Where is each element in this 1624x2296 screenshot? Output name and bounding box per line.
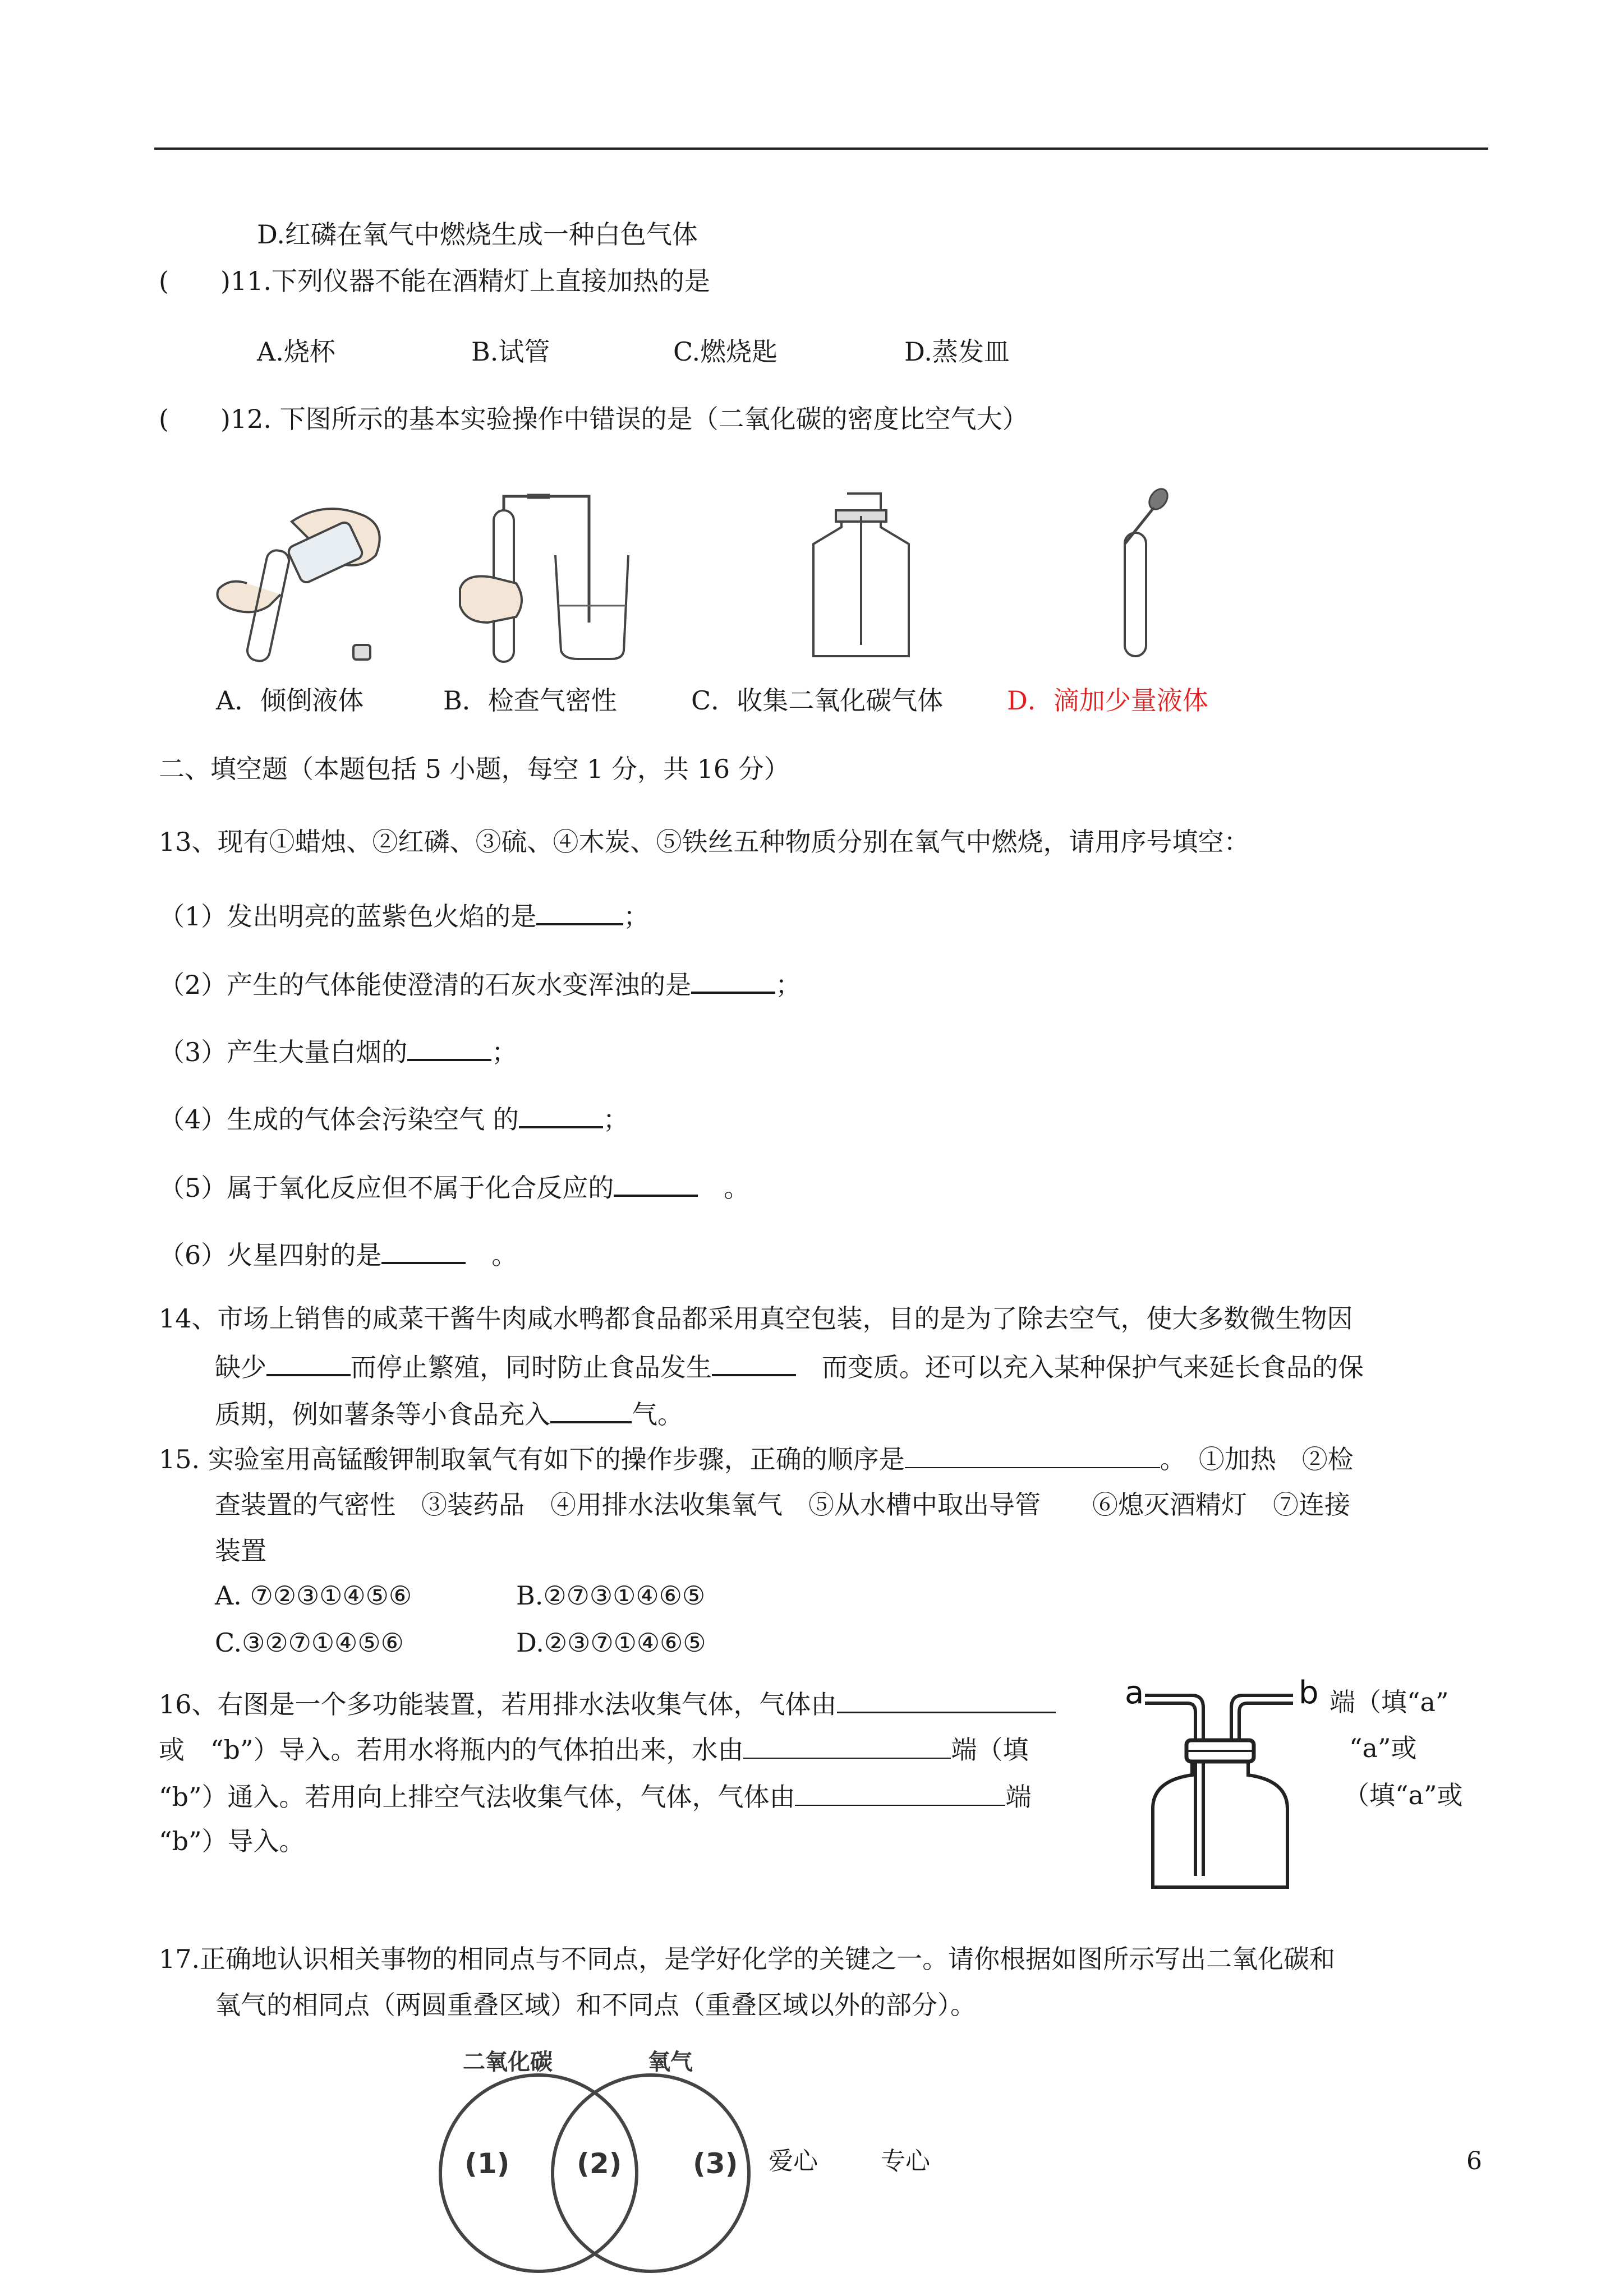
q15-line-2: 查装置的气密性 ③装药品 ④用排水法收集氧气 ⑤从水槽中取出导管 ⑥熄灭酒精灯 ⑦连接 (215, 1490, 1350, 1520)
q16-line-1: 16、右图是一个多功能装置，若用排水法收集气体，气体由 (159, 1689, 1056, 1717)
q12-stem: ( )12. 下图所示的基本实验操作中错误的是（二氧化碳的密度比空气大） (159, 404, 1028, 434)
q16-line-4: “b”）导入。 (159, 1826, 305, 1856)
venn-diagram (426, 2041, 774, 2288)
q16-line-2: 或 “b”）导入。若用水将瓶内的气体拍出来，水由 端（填 (159, 1735, 1029, 1765)
q11-option-a: A.烧杯 (257, 336, 335, 367)
header-rule (154, 147, 1488, 150)
q13-item-4: （4）生成的气体会污染空气 的 ； (159, 1104, 629, 1135)
page-number: 6 (1466, 2147, 1482, 2175)
q15-option-d: D.②③⑦①④⑥⑤ (516, 1628, 706, 1658)
q11-option-b: B.试管 (471, 336, 550, 367)
q12-option-b: B．检查气密性 (443, 685, 617, 716)
q16-line-3: “b”）通入。若用向上排空气法收集气体，气体，气体由 端 (159, 1782, 1032, 1812)
q14-line-2: 缺少 而停止繁殖，同时防止食品发生 而变质。还可以充入某种保护气来延长食品的保 (215, 1352, 1364, 1382)
venn-region-1: (1) (464, 2147, 510, 2180)
q13-item-1: （1）发出明亮的蓝紫色火焰的是 ； (159, 901, 650, 932)
label-b: b (1299, 1675, 1319, 1711)
multifunction-bottle-diagram (1125, 1674, 1319, 1904)
q13-stem: 13、现有①蜡烛、②红磷、③硫、④木炭、⑤铁丝五种物质分别在氧气中燃烧，请用序号填空： (159, 827, 1250, 857)
venn-region-3: (3) (693, 2147, 738, 2180)
q15-option-c: C.③②⑦①④⑤⑥ (215, 1628, 404, 1658)
q16-line-3-tail: （填“a”或 (1344, 1780, 1463, 1810)
q17-line-2: 氧气的相同点（两圆重叠区域）和不同点（重叠区域以外的部分）。 (215, 1990, 976, 2020)
venn-label-left: 二氧化碳 (463, 2049, 553, 2075)
q15-option-b: B.②⑦③①④⑥⑤ (516, 1580, 706, 1611)
q11-option-c: C.燃烧匙 (673, 336, 778, 367)
q12-option-a: A．倾倒液体 (216, 685, 364, 716)
q16-line-1-tail: 端（填“a” (1329, 1687, 1449, 1717)
q15-line-3: 装置 (215, 1536, 266, 1566)
footer-left: 爱心 (769, 2147, 818, 2175)
airtightness-check-illustration (454, 488, 640, 673)
gas-collection-bottle-illustration (802, 494, 920, 667)
q12-option-d: D．滴加少量液体 (1007, 685, 1208, 716)
pouring-liquid-illustration (208, 488, 398, 673)
q15-option-a: A. ⑦②③①④⑤⑥ (215, 1580, 412, 1611)
q13-item-6: （6）火星四射的是 。 (159, 1240, 518, 1270)
q13-item-3: （3）产生大量白烟的 ； (159, 1037, 518, 1067)
q13-item-5: （5）属于氧化反应但不属于化合反应的 。 (159, 1173, 750, 1203)
dropper-test-tube-illustration (1114, 488, 1175, 662)
q11-option-d: D.蒸发皿 (904, 336, 1010, 367)
q13-item-2: （2）产生的气体能使澄清的石灰水变浑浊的是 ； (159, 970, 802, 1000)
label-a: a (1125, 1675, 1144, 1711)
q12-option-c: C．收集二氧化碳气体 (691, 685, 944, 716)
q14-line-1: 14、市场上销售的咸菜干酱牛肉咸水鸭都食品都采用真空包装，目的是为了除去空气，使大多数微生物因 (159, 1303, 1353, 1334)
section-title: 二、填空题（本题包括 5 小题，每空 1 分，共 16 分） (159, 754, 790, 784)
venn-region-2: (2) (577, 2147, 622, 2180)
q10-option-d: D.红磷在氧气中燃烧生成一种白色气体 (257, 219, 698, 250)
q14-line-3: 质期，例如薯条等小食品充入 气。 (215, 1399, 683, 1430)
q16-line-2-tail: “a”或 (1349, 1733, 1417, 1763)
q11-stem: ( )11.下列仪器不能在酒精灯上直接加热的是 (159, 266, 711, 296)
q17-line-1: 17.正确地认识相关事物的相同点与不同点，是学好化学的关键之一。请你根据如图所示写出二氧化碳和 (159, 1944, 1336, 1974)
footer-right: 专心 (881, 2147, 930, 2175)
q15-line-1: 15. 实验室用高锰酸钾制取氧气有如下的操作步骤，正确的顺序是 。 ①加热 ②检 (159, 1444, 1354, 1474)
venn-label-right: 氧气 (648, 2049, 693, 2075)
